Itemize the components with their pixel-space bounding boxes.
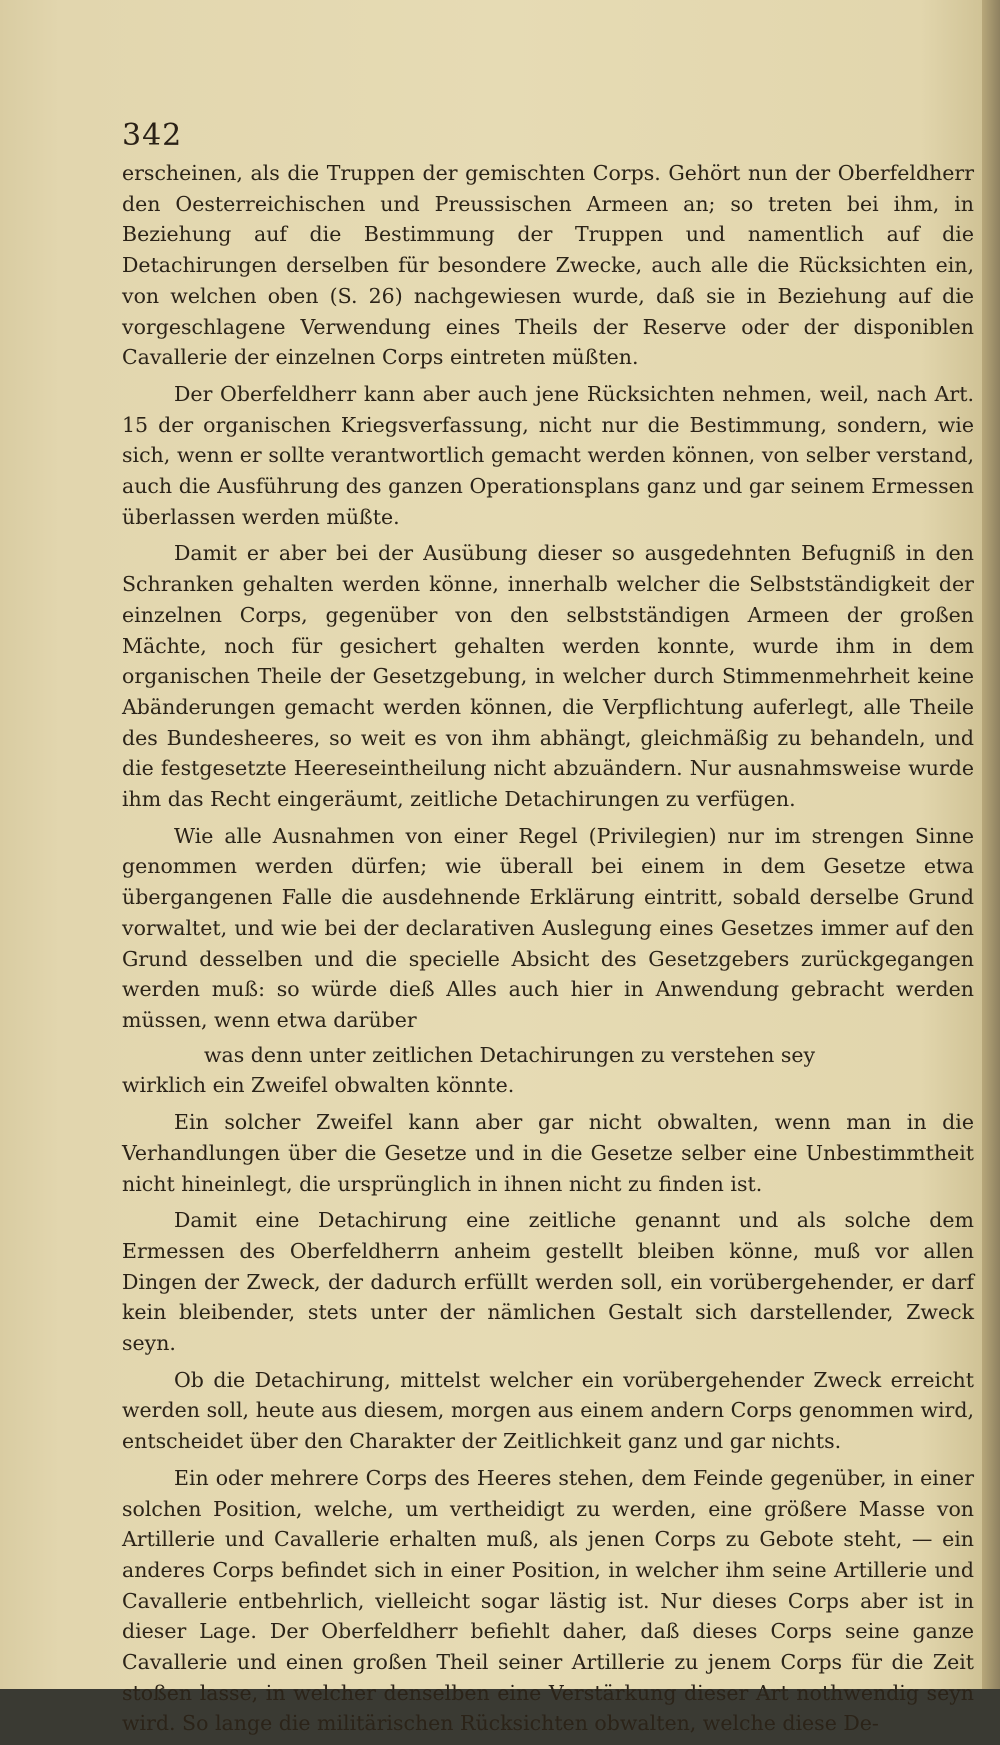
paragraph-4-inset-line: was denn unter zeitlichen Detachirungen zu verstehen sey [204, 1042, 816, 1067]
paragraph-4: Wie alle Ausnahmen von einer Regel (Privilegien) nur im strengen Sinne genommen werden dürfen; wie überall bei einem in dem Gesetze etwa übergangenen Falle die ausdehnende Erklärung eintritt, sobald derselbe Grund vorwaltet, und wie bei der declarativen Auslegung eines Gesetzes immer auf den Grund desselben und die specielle Absicht des Gesetzgebers zurückgegangen werden muß: so würde dieß Alles auch hier in Anwendung gebracht werden müssen, wenn etwa darüber [122, 823, 974, 1032]
paragraph-8: Ein oder mehrere Corps des Heeres stehen, dem Feinde gegenüber, in einer solchen Position, welche, um vertheidigt zu werden, eine größere Masse von Artillerie und Cavallerie erhalten muß, als jenen Corps zu Gebote steht, — ein anderes Corps befindet sich in einer Position, in welcher ihm seine Artillerie und Cavallerie entbehrlich, vielleicht sogar lästig ist. Nur dieses Corps aber ist in dieser Lage. Der Oberfeldherr befiehlt daher, daß dieses Corps seine ganze Cavallerie und einen großen Theil seiner Artillerie zu jenem Corps für die Zeit stoßen lasse, in welcher denselben eine Verstärkung dieser Art nothwendig seyn wird. So lange die militärischen Rücksichten obwalten, welche diese De- [122, 1465, 974, 1736]
body-text [122, 158, 974, 1745]
paragraph-3: Damit er aber bei der Ausübung dieser so ausgedehnten Befugniß in den Schranken gehalten werden könne, innerhalb welcher die Selbstständigkeit der einzelnen Corps, gegenüber von den selbstständigen Armeen der großen Mächte, noch für gesichert gehalten werden konnte, wurde ihm in dem organischen Theile der Gesetzgebung, in welcher durch Stimmenmehrheit keine Abänderungen gemacht werden können, die Verpflichtung auferlegt, alle Theile des Bundesheeres, so weit es von ihm abhängt, gleichmäßig zu behandeln, und die festgesetzte Heereseintheilung nicht abzuändern. Nur ausnahmsweise wurde ihm das Recht eingeräumt, zeitliche Detachirungen zu verfügen. [122, 541, 974, 812]
book-spine-edge [982, 0, 1000, 1689]
paragraph-6: Damit eine Detachirung eine zeitliche genannt und als solche dem Ermessen des Oberfeldherrn anheim gestellt bleiben könne, muß vor allen Dingen der Zweck, der dadurch erfüllt werden soll, ein vorübergehender, er darf kein bleibender, stets unter der nämlichen Gestalt sich darstellender, Zweck seyn. [122, 1208, 974, 1356]
paragraph-7: Ob die Detachirung, mittelst welcher ein vorübergehender Zweck erreicht werden soll, heute aus diesem, morgen aus einem andern Corps genommen wird, entscheidet über den Charakter der Zeitlichkeit ganz und gar nichts. [122, 1367, 974, 1454]
paragraph-4-closing-line: wirklich ein Zweifel obwalten könnte. [122, 1073, 515, 1098]
paragraph-5: Ein solcher Zweifel kann aber gar nicht obwalten, wenn man in die Verhandlungen über die Gesetze und in die Gesetze selber eine Unbestimmtheit nicht hineinlegt, die ursprünglich in ihnen nicht zu finden ist. [122, 1110, 974, 1196]
paragraph-1: erscheinen, als die Truppen der gemischten Corps. Gehört nun der Oberfeldherr den Oesterreichischen und Preussischen Armeen an; so treten bei ihm, in Beziehung auf die Bestimmung der Truppen und namentlich auf die Detachirungen derselben für besondere Zwecke, auch alle die Rücksichten ein, von welchen oben (S. 26) nachgewiesen wurde, daß sie in Beziehung auf die vorgeschlagene Verwendung eines Theils der Reserve oder der disponiblen Cavallerie der einzelnen Corps eintreten müßten. [122, 161, 974, 370]
page-number: 342 [122, 118, 183, 153]
paragraph-2: Der Oberfeldherr kann aber auch jene Rücksichten nehmen, weil, nach Art. 15 der organischen Kriegsverfassung, nicht nur die Bestimmung, sondern, wie sich, wenn er sollte verantwortlich gemacht werden können, von selber verstand, auch die Ausführung des ganzen Operationsplans ganz und gar seinem Ermessen überlassen werden müßte. [122, 381, 974, 529]
